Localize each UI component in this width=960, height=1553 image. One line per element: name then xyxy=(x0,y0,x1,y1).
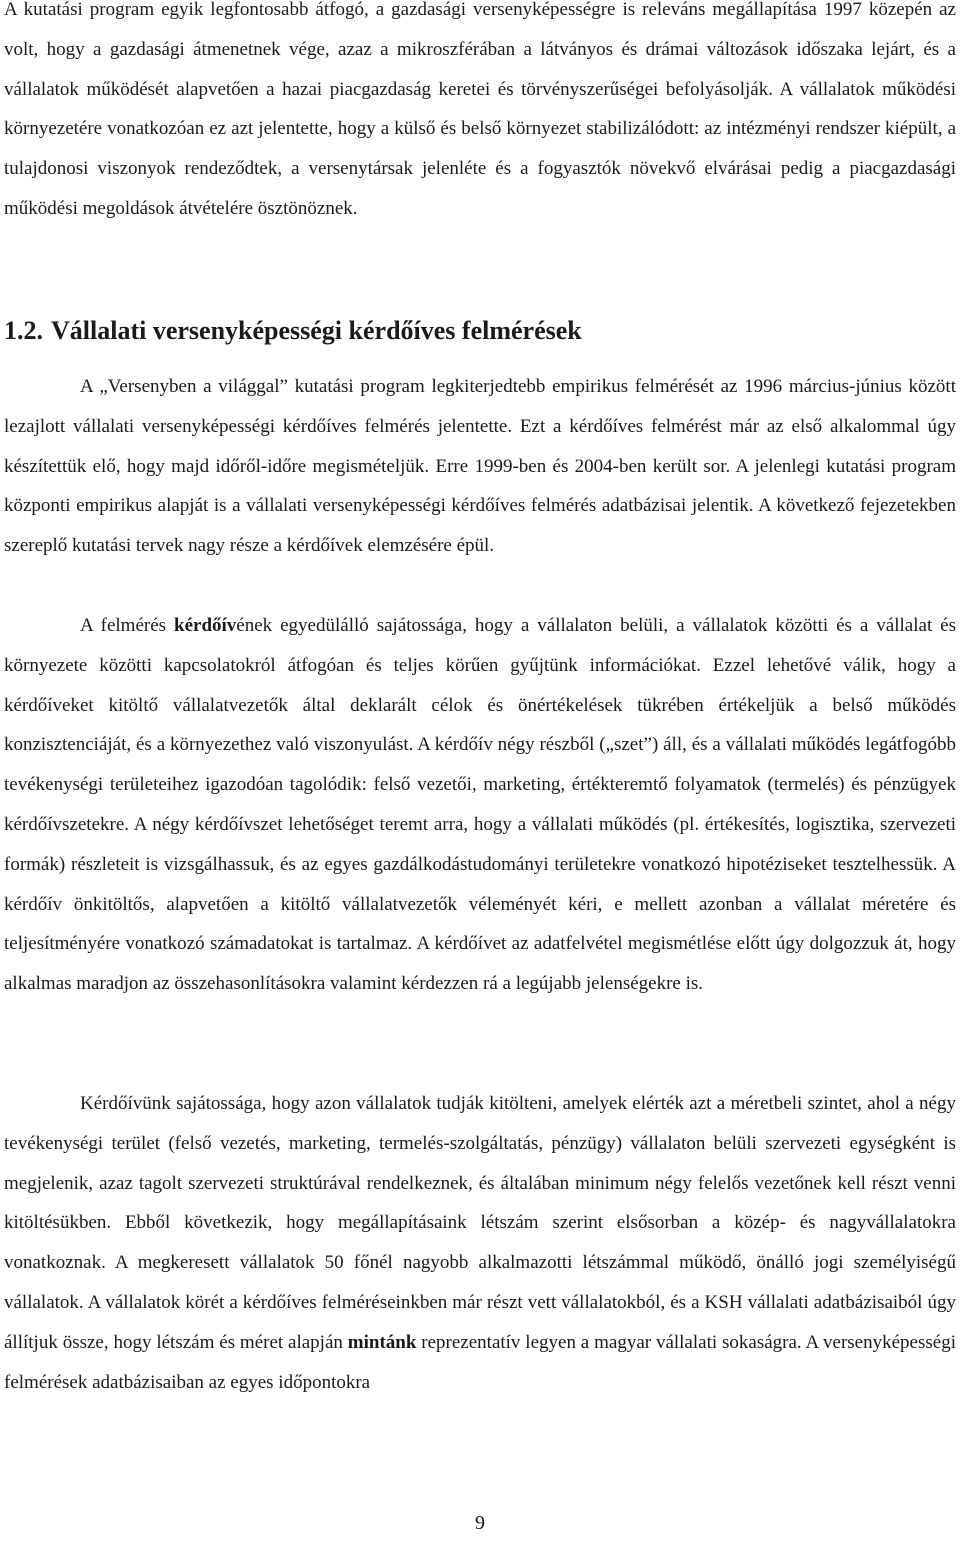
paragraph-text: A felmérés xyxy=(80,615,175,636)
paragraph-intro: A kutatási program egyik legfontosabb átfogó, a gazdasági versenyképességre is releváns megállapítása 1997 közepén az volt, hogy a gazdasági átmenetnek vége, azaz a mikroszférában a látványos és drámai változások időszaka lejárt, és a vállalatok működését alapvetően a hazai piacgazdaság keretei és törvényszerűségei befolyásolják. A vállalatok működési környezetére vonatkozóan ez azt jelentette, hogy a külső és belső környezet stabilizálódott: az intézményi rendszer kiépült, a tulajdonosi viszonyok rendeződtek, a versenytársak jelenléte és a fogyasztók növekvő elvárásai pedig a piacgazdasági működési megoldások átvételére ösztönöznek. xyxy=(4,0,956,219)
section-number: 1.2. xyxy=(4,316,43,345)
paragraph-text: Kérdőívünk sajátossága, hogy azon vállalatok tudják kitölteni, amelyek elérték azt a méretbeli szintet, ahol a négy tevékenységi terület (felső vezetés, marketing, termelés-szolgáltatás, pénzügy) vállalaton belüli szervezeti egységként is megjelenik, azaz tagolt szervezeti struktúrával rendelkeznek, és általában minimum négy felelős vezetőnek kell részt venni kitöltésükben. Ebből következik, hogy megállapításaink létszám szerint elsősorban a közép- és nagyvállalatokra vonatkoznak. A megkeresett vállalatok 50 főnél nagyobb alkalmazotti létszámmal működő, önálló jogi személyiségű vállalatok. A vállalatok körét a kérdőíves felméréseinkben már részt vett vállalatokból, és a KSH vállalati adatbázisaiból úgy állítjuk össze, hogy létszám és méret alapján xyxy=(4,1093,956,1353)
paragraph-text: ének egyedülálló sajátossága, hogy a vállalaton belüli, a vállalatok közötti és a vállalat és környezete közötti kapcsolatokról átfogóan és teljes körűen gyűjtünk információkat. Ezzel lehetővé válik, hogy a kérdőíveket kitöltő vállalatvezetők által deklarált célok és önértékelések tükrében értékeljük a belső működés konzisztenciáját, és a környezethez való viszonyulást. A kérdőív négy részből („szet”) áll, és a vállalati működés legátfogóbb tevékenységi területeihez igazodóan tagolódik: felső vezetői, marketing, értékteremtő folyamatok (termelés) és pénzügyek kérdőívszetekre. A négy kérdőívszet lehetőséget teremt arra, hogy a vállalati működés (pl. értékesítés, logisztika, szervezeti formák) részleteit is vizsgálhassuk, és az egyes gazdálkodástudományi területekre vonatkozó hipotéziseket tesztelhessük. A kérdőív önkitöltős, alapvetően a kitöltő vállalatvezetők véleményét kéri, e mellett azonban a vállalat méretére és teljesítményére vonatkozó számadatokat is tartalmaz. A kérdőívet az adatfelvétel megismétlése előtt úgy dolgozzuk át, hogy alkalmas maradjon az összehasonlításokra valamint kérdezzen rá a legújabb jelenségekre is. xyxy=(4,615,957,995)
section-heading xyxy=(4,308,582,354)
page-number: 9 xyxy=(475,1512,485,1534)
paragraph-text: reprezentatív legyen a magyar vállalati sokaságra. A versenyképességi felmérések adatbázisaiban az egyes időpontokra xyxy=(4,1331,956,1393)
paragraph-survey-history: A „Versenyben a világgal” kutatási program legkiterjedtebb empirikus felmérését az 1996 március-június között lezajlott vállalati versenyképességi kérdőíves felmérés jelentette. Ezt a kérdőíves felmérést már az első alkalommal úgy készítettük elő, hogy majd időről-időre megismételjük. Erre 1999-ben és 2004-ben került sor. A jelenlegi kutatási program központi empirikus alapját is a vállalati versenyképességi kérdőíves felmérés adatbázisai jelentik. A következő fejezetekben szereplő kutatási tervek nagy része a kérdőívek elemzésére épül. xyxy=(4,376,956,557)
paragraph-questionnaire xyxy=(4,606,956,1004)
section-title: Vállalati versenyképességi kérdőíves felmérések xyxy=(51,316,582,345)
paragraph-sample xyxy=(4,1084,956,1402)
bold-term: mintánk xyxy=(347,1331,417,1353)
bold-term: kérdőív xyxy=(174,615,237,636)
